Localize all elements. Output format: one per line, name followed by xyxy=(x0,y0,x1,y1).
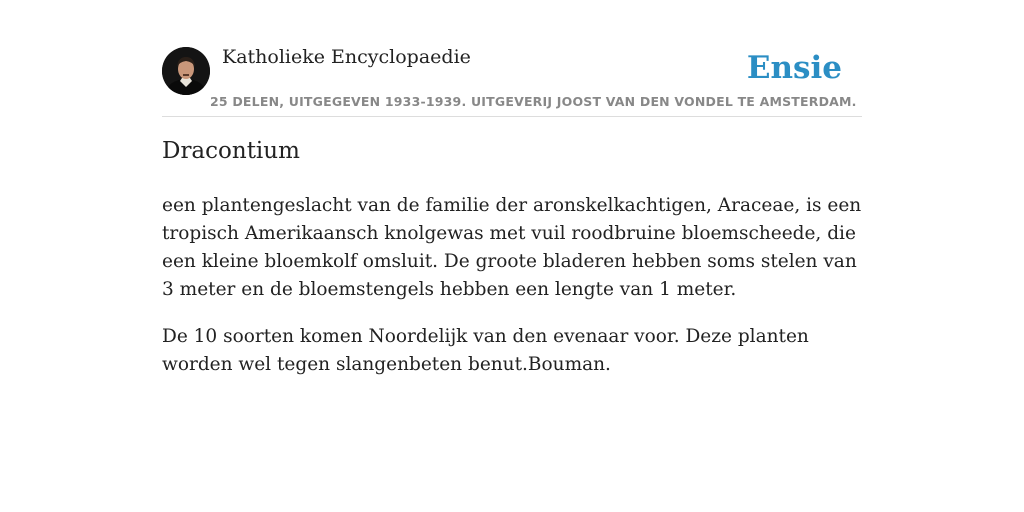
portrait-avatar-icon[interactable] xyxy=(162,47,210,95)
entry-paragraph: een plantengeslacht van de familie der aronskelkachtigen, Araceae, is een tropisch Amerikaansch knolgewas met vuil roodbruine bloemscheede, die een kleine bloemkolf omsluit. De groote bladeren hebben soms stelen van 3 meter en de bloemstengels hebben een lengte van 1 meter. xyxy=(162,195,862,300)
entry-body xyxy=(162,192,862,398)
entry-title: Dracontium xyxy=(162,138,300,164)
source-subtitle: 25 DELEN, UITGEGEVEN 1933-1939. UITGEVERIJ JOOST VAN DEN VONDEL TE AMSTERDAM. xyxy=(210,94,857,109)
page-container xyxy=(162,0,862,375)
ensie-logo-link[interactable]: Ensie xyxy=(746,50,842,86)
entry-paragraph: De 10 soorten komen Noordelijk van den evenaar voor. Deze planten worden wel tegen slangenbeten benut.Bouman. xyxy=(162,326,809,375)
source-header xyxy=(162,0,862,117)
source-title[interactable]: Katholieke Encyclopaedie xyxy=(222,46,471,68)
